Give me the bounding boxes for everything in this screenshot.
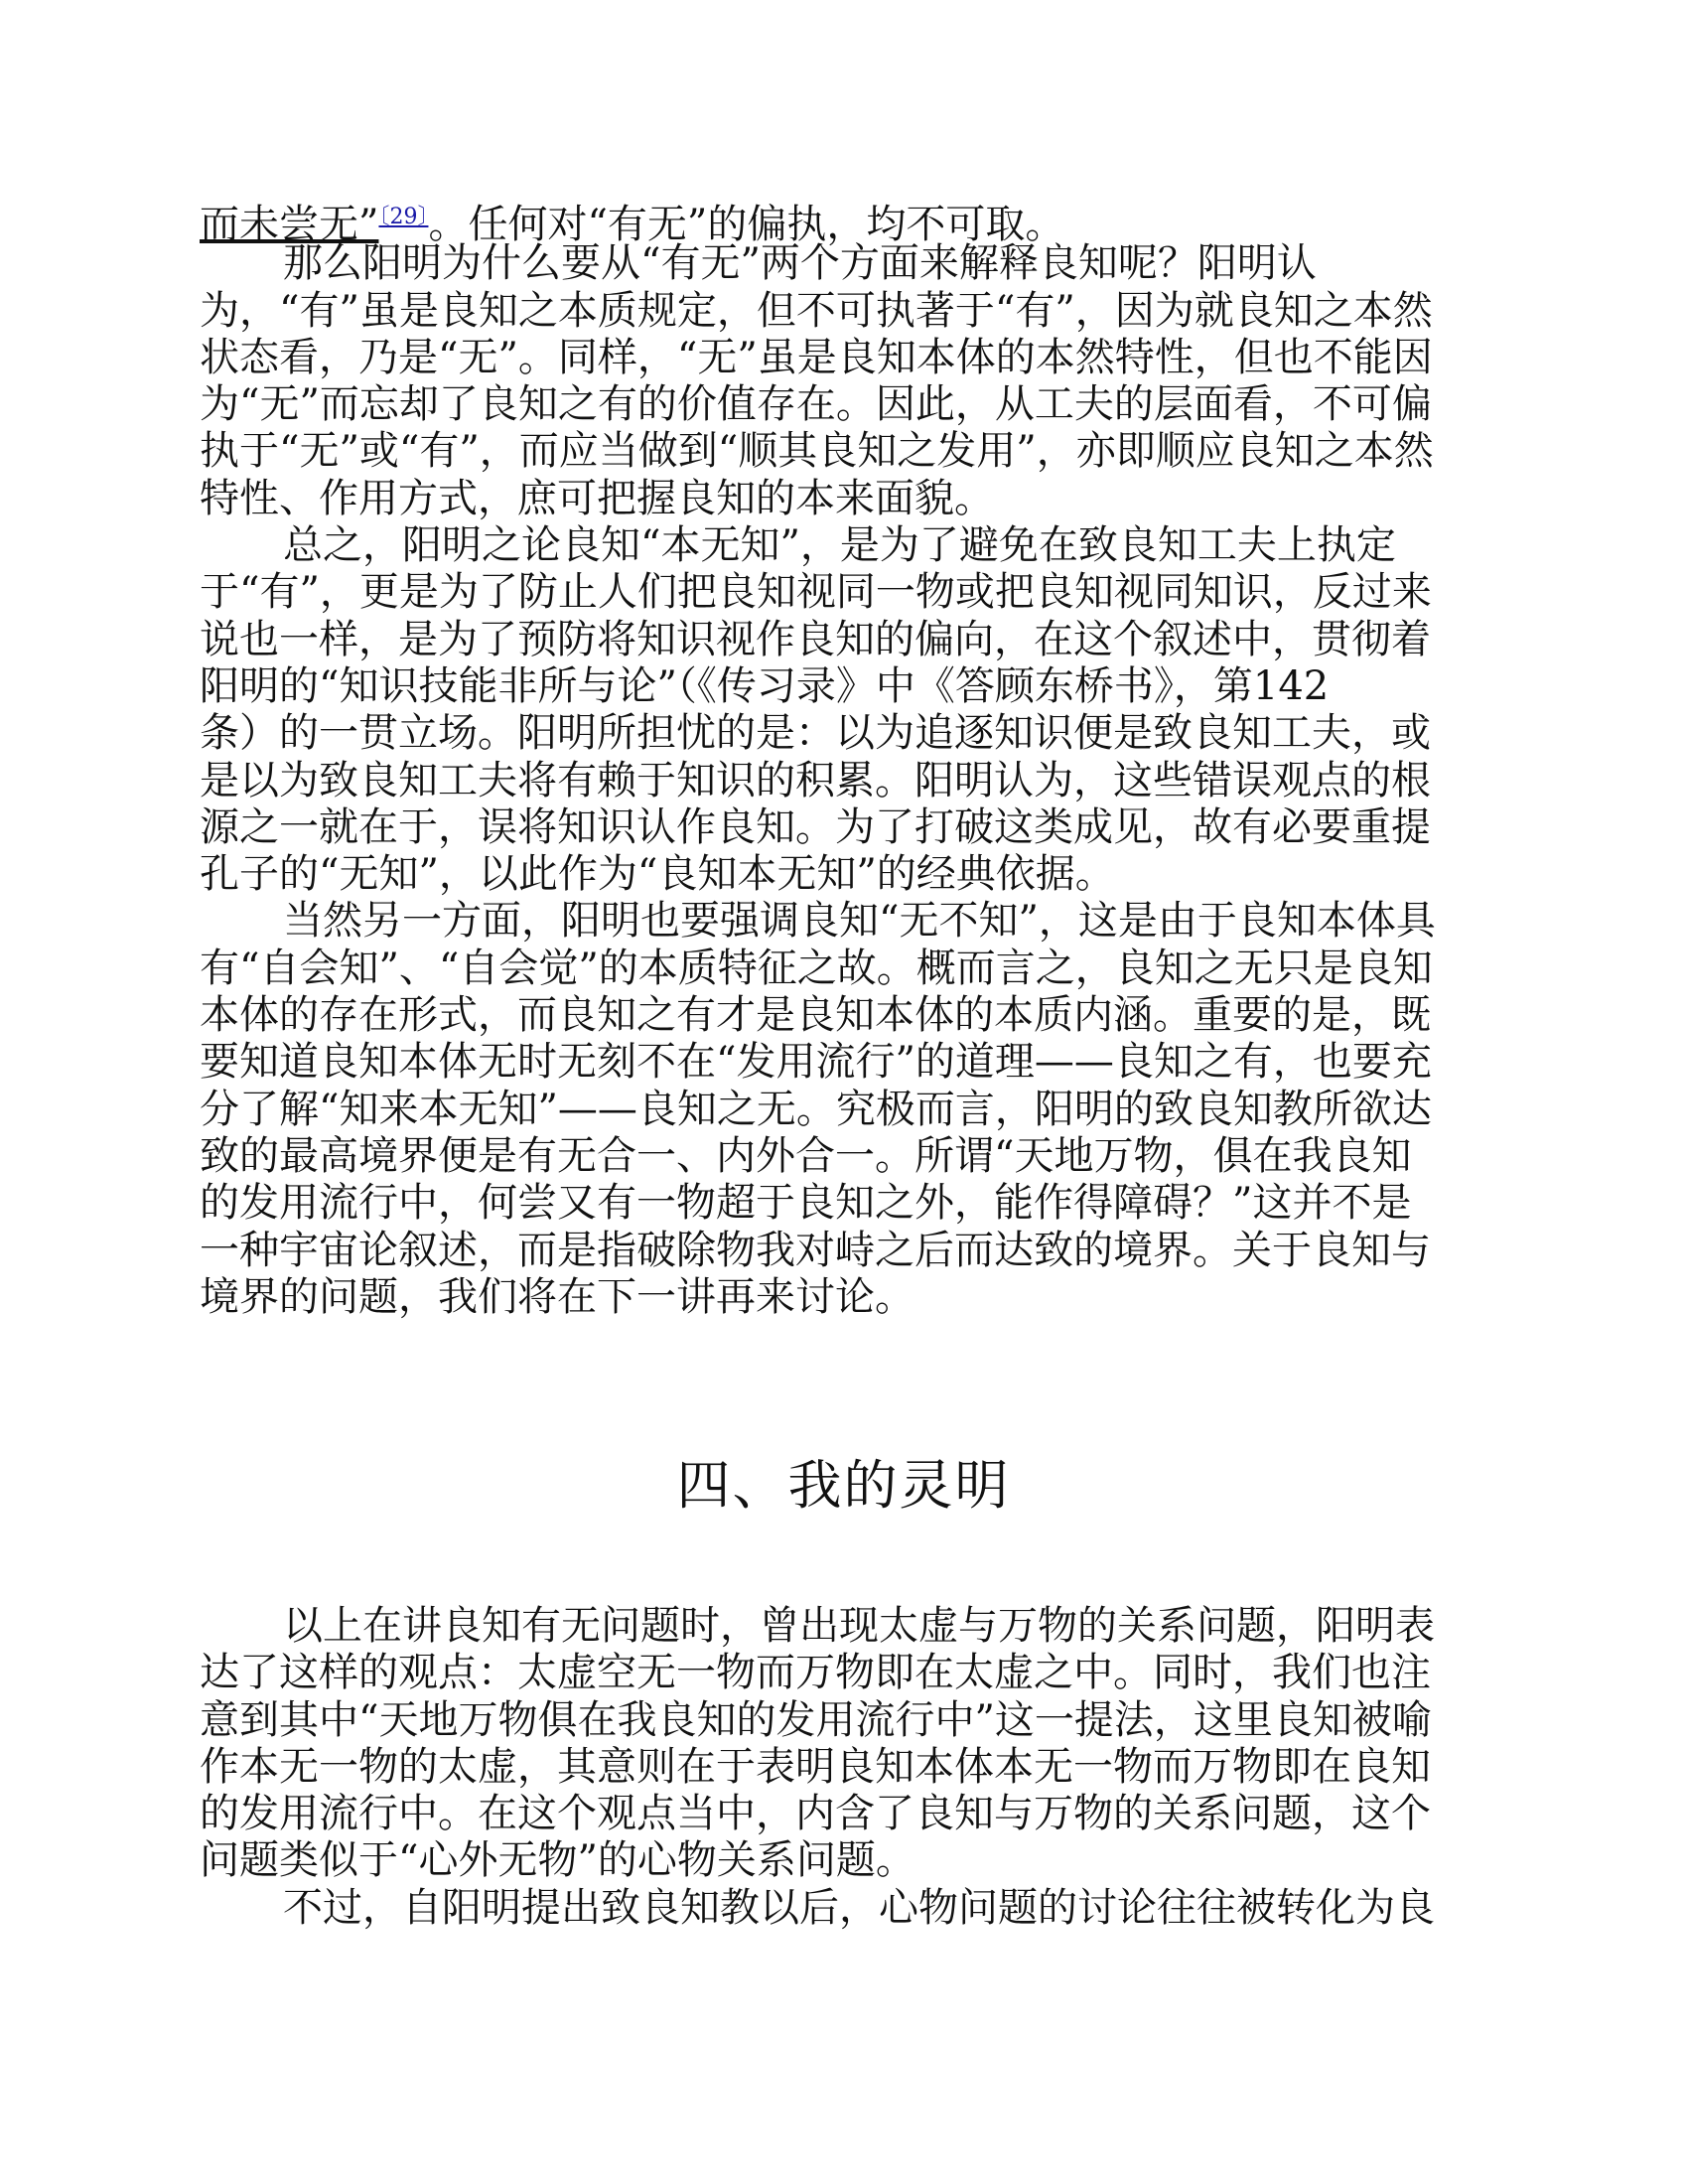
text-line: 是以为致良知工夫将有赖于知识的积累。阳明认为，这些错误观点的根 — [200, 757, 1431, 803]
text-line: 说也一样，是为了预防将知识视作良知的偏向，在这个叙述中，贯彻着 — [200, 616, 1431, 662]
text-line: 的发用流行中。在这个观点当中，内含了良知与万物的关系问题，这个 — [200, 1791, 1431, 1837]
text-line: 特性、作用方式，庶可把握良知的本来面貌。 — [200, 475, 994, 521]
text-line: 为，“有”虽是良知之本质规定，但不可执著于“有”，因为就良知之本然 — [200, 287, 1433, 334]
text-line: 境界的问题，我们将在下一讲再来讨论。 — [200, 1273, 914, 1320]
text-line: 作本无一物的太虚，其意则在于表明良知本体本无一物而万物即在良知 — [200, 1743, 1431, 1790]
section-body-1 — [200, 194, 1471, 1321]
text-line: 阳明的“知识技能非所与论”（《传习录》中《答顾东桥书》，第142 — [200, 662, 1330, 709]
line-rest: 。任何对“有无”的偏执，均不可取。 — [428, 202, 1065, 247]
text-line: 要知道良知本体无时无刻不在“发用流行”的道理——良知之有，也要充 — [200, 1039, 1432, 1086]
text-line: 问题类似于“心外无物”的心物关系问题。 — [200, 1837, 915, 1884]
text-line: 状态看，乃是“无”。同样，“无”虽是良知本体的本然特性，但也不能因 — [200, 334, 1433, 380]
paragraph-first-line: 当然另一方面，阳明也要强调良知“无不知”，这是由于良知本体具 — [283, 898, 1436, 945]
section-heading: 四、我的灵明 — [676, 1454, 1011, 1517]
paragraph-first-line: 不过，自阳明提出致良知教以后，心物问题的讨论往往被转化为良 — [283, 1884, 1435, 1931]
section-body-2 — [200, 1603, 1471, 1932]
text-line: 意到其中“天地万物俱在我良知的发用流行中”这一提法，这里良知被喻 — [200, 1696, 1432, 1743]
text-line: 本体的存在形式，而良知之有才是良知本体的本质内涵。重要的是，既 — [200, 992, 1431, 1039]
text-line: 达了这样的观点：太虚空无一物而万物即在太虚之中。同时，我们也注 — [200, 1650, 1431, 1696]
text-line: 孔子的“无知”，以此作为“良知本无知”的经典依据。 — [200, 851, 1115, 898]
text-line: 分了解“知来本无知”——良知之无。究极而言，阳明的致良知教所欲达 — [200, 1086, 1432, 1132]
text-line: 条）的一贯立场。阳明所担忧的是：以为追逐知识便是致良知工夫，或 — [200, 710, 1431, 757]
paragraph-first-line: 那么阳明为什么要从“有无”两个方面来解释良知呢？阳明认 — [283, 240, 1317, 287]
text-line: 源之一就在于，误将知识认作良知。为了打破这类成见，故有必要重提 — [200, 803, 1431, 850]
paragraph-first-line: 以上在讲良知有无问题时，曾出现太虚与万物的关系问题，阳明表 — [283, 1603, 1435, 1649]
text-line: 致的最高境界便是有无合一、内外合一。所谓“天地万物，俱在我良知 — [200, 1132, 1412, 1179]
text-line: 一种宇宙论叙述，而是指破除物我对峙之后而达致的境界。关于良知与 — [200, 1227, 1431, 1273]
paragraph-first-line: 总之，阳明之论良知“本无知”，是为了避免在致良知工夫上执定 — [283, 522, 1396, 569]
text-line — [200, 194, 1471, 247]
text-line: 于“有”，更是为了防止人们把良知视同一物或把良知视同知识，反过来 — [200, 569, 1432, 616]
text-line: 的发用流行中，何尝又有一物超于良知之外，能作得障碍？”这并不是 — [200, 1180, 1412, 1227]
text-line: 为“无”而忘却了良知之有的价值存在。因此，从工夫的层面看，不可偏 — [200, 381, 1432, 428]
quote-end: 而未尝无” — [200, 202, 379, 247]
footnote-link[interactable]: 〔29〕 — [378, 205, 429, 229]
text-line: 执于“无”或“有”，而应当做到“顺其良知之发用”，亦即顺应良知之本然 — [200, 428, 1434, 475]
text-line: 有“自会知”、“自会觉”的本质特征之故。概而言之，良知之无只是良知 — [200, 945, 1433, 991]
